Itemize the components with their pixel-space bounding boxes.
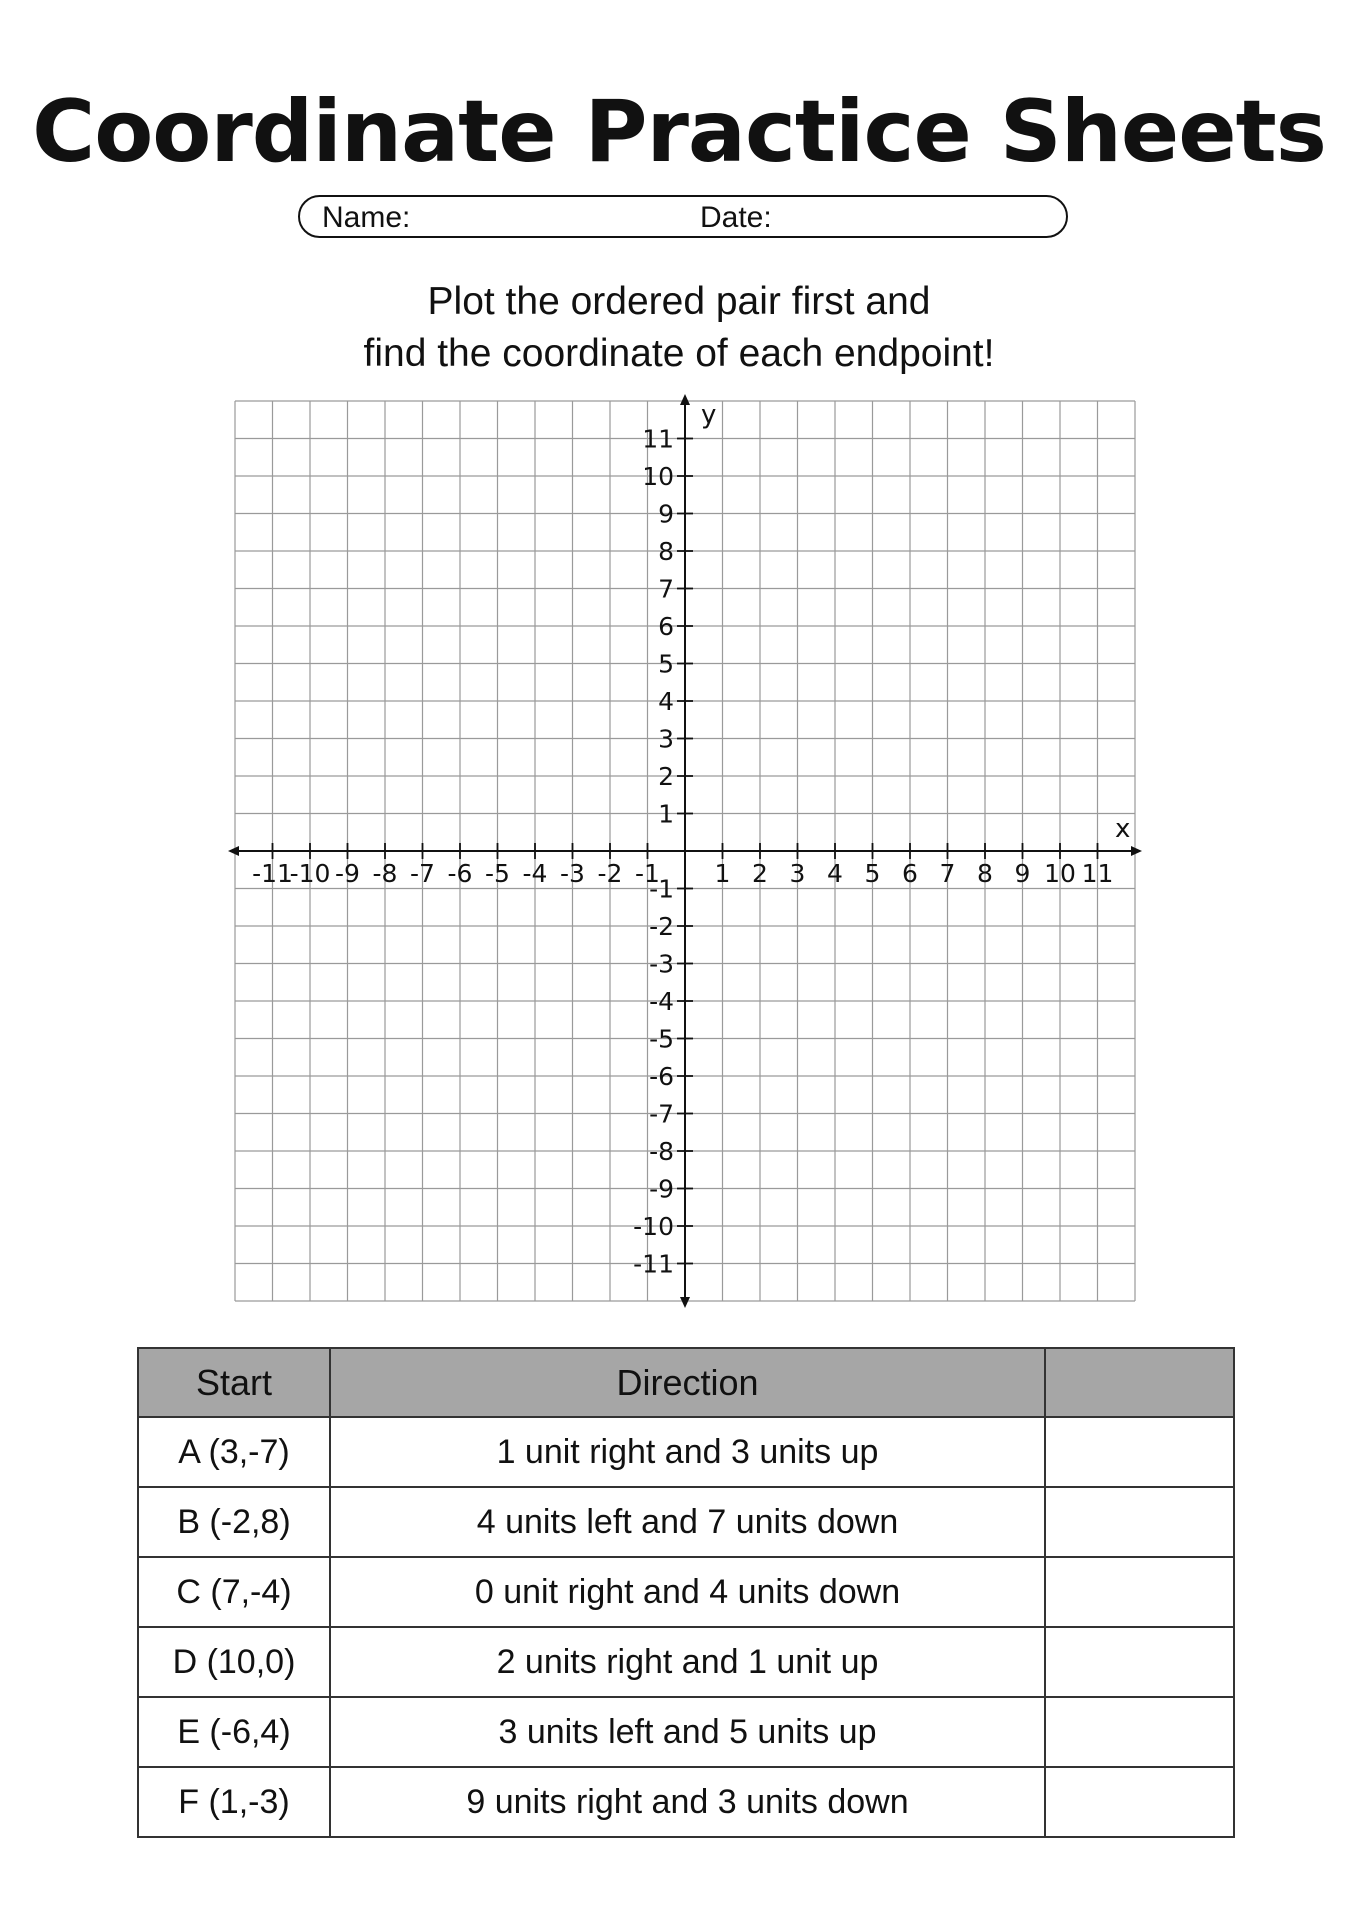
x-tick-label: 3: [789, 859, 806, 888]
table-row: [138, 1417, 1234, 1487]
x-tick-label: -9: [335, 859, 360, 888]
y-axis-arrow-down: [680, 1297, 690, 1308]
start-cell: B (-2,8): [138, 1487, 330, 1557]
y-axis-arrow-up: [680, 394, 690, 405]
direction-cell: 1 unit right and 3 units up: [330, 1417, 1045, 1487]
x-tick-label: 7: [939, 859, 956, 888]
table-header-row: [138, 1348, 1234, 1417]
header-answer: [1045, 1348, 1234, 1417]
direction-cell: 9 units right and 3 units down: [330, 1767, 1045, 1837]
x-axis-label: x: [1115, 814, 1131, 844]
x-tick-label: 10: [1044, 859, 1076, 888]
y-tick-label: -5: [649, 1024, 674, 1054]
header-direction: Direction: [330, 1348, 1045, 1417]
y-tick-label: -2: [649, 912, 674, 941]
y-tick-label: 11: [642, 424, 674, 454]
direction-cell: 3 units left and 5 units up: [330, 1697, 1045, 1767]
direction-cell: 4 units left and 7 units down: [330, 1487, 1045, 1557]
table-row: [138, 1767, 1234, 1837]
instruction-line-2: find the coordinate of each endpoint!: [363, 332, 995, 375]
x-tick-label: 9: [1014, 859, 1031, 888]
x-tick-label: -2: [597, 859, 623, 888]
start-cell: C (7,-4): [138, 1557, 330, 1627]
y-tick-label: -3: [649, 949, 674, 979]
y-tick-label: 1: [658, 799, 674, 829]
x-tick-label: 5: [864, 859, 881, 888]
direction-cell: 2 units right and 1 unit up: [330, 1627, 1045, 1697]
x-tick-label: 2: [752, 859, 768, 888]
x-tick-label: -4: [522, 859, 548, 888]
y-tick-label: 4: [658, 687, 674, 716]
y-tick-label: -6: [649, 1062, 674, 1091]
direction-table: [137, 1347, 1235, 1838]
x-tick-label: 8: [977, 859, 993, 888]
answer-cell[interactable]: [1045, 1767, 1234, 1837]
table-row: [138, 1557, 1234, 1627]
y-tick-label: 9: [658, 499, 674, 529]
instruction-line-1: Plot the ordered pair first and: [427, 280, 931, 323]
x-tick-label: -10: [289, 859, 331, 888]
header-start: Start: [138, 1348, 330, 1417]
x-tick-label: 6: [902, 859, 918, 888]
y-tick-label: 10: [642, 462, 674, 491]
answer-cell[interactable]: [1045, 1627, 1234, 1697]
table-row: [138, 1487, 1234, 1557]
y-tick-label: 8: [658, 537, 674, 566]
y-tick-label: -9: [649, 1174, 674, 1204]
y-tick-label: -10: [633, 1212, 674, 1241]
answer-cell[interactable]: [1045, 1697, 1234, 1767]
x-tick-label: -1: [635, 859, 660, 888]
y-tick-label: 3: [658, 724, 674, 754]
y-tick-label: 2: [658, 762, 674, 791]
x-tick-label: 1: [714, 859, 731, 888]
y-tick-label: -8: [649, 1137, 674, 1166]
direction-cell: 0 unit right and 4 units down: [330, 1557, 1045, 1627]
x-tick-label: -6: [447, 859, 473, 888]
y-tick-label: -11: [633, 1249, 674, 1279]
start-cell: E (-6,4): [138, 1697, 330, 1767]
start-cell: D (10,0): [138, 1627, 330, 1697]
table-row: [138, 1627, 1234, 1697]
x-tick-label: -3: [560, 859, 585, 888]
y-tick-label: 5: [658, 649, 674, 679]
y-tick-label: 7: [658, 574, 674, 604]
y-tick-label: -7: [649, 1099, 674, 1129]
answer-cell[interactable]: [1045, 1487, 1234, 1557]
x-axis-arrow-right: [1131, 846, 1142, 856]
x-tick-label: 4: [827, 859, 843, 888]
x-tick-label: -8: [372, 859, 398, 888]
table-row: [138, 1697, 1234, 1767]
page-title: Coordinate Practice Sheets: [32, 82, 1326, 182]
answer-cell[interactable]: [1045, 1557, 1234, 1627]
x-axis-arrow-left: [228, 846, 239, 856]
x-tick-label: -5: [485, 859, 510, 888]
x-tick-label: -11: [252, 859, 293, 888]
x-tick-label: 11: [1081, 859, 1114, 888]
answer-cell[interactable]: [1045, 1417, 1234, 1487]
x-tick-label: -7: [410, 859, 435, 888]
name-label: Name:: [322, 201, 411, 234]
date-label: Date:: [700, 201, 772, 234]
start-cell: F (1,-3): [138, 1767, 330, 1837]
start-cell: A (3,-7): [138, 1417, 330, 1487]
y-tick-label: -4: [649, 987, 674, 1016]
y-tick-label: 6: [658, 612, 674, 641]
y-axis-label: y: [701, 400, 717, 430]
y-tick-label: -1: [649, 874, 674, 904]
